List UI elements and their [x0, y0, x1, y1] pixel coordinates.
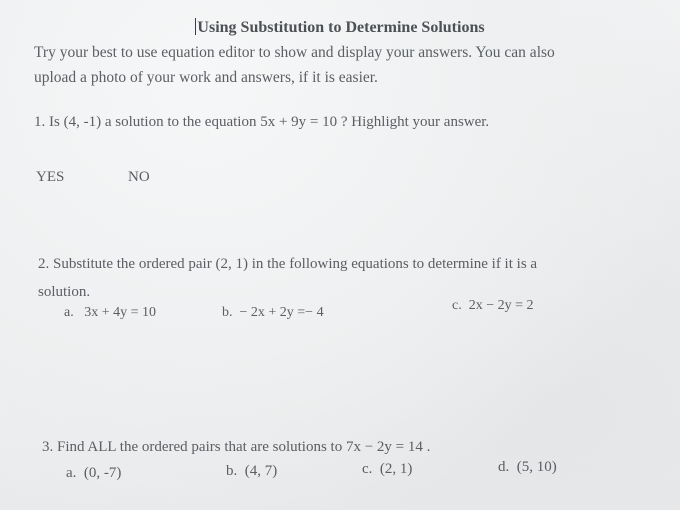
q3-option-b-label: b. [226, 463, 238, 479]
q2-option-a-equation: 3x + 4y = 10 [84, 305, 157, 320]
q2-option-c-equation: 2x − 2y = 2 [468, 298, 534, 313]
question-2-line-1: 2. Substitute the ordered pair (2, 1) in the following equations to determine if it is a [38, 256, 538, 272]
q3-option-a-pair: (0, -7) [83, 465, 122, 481]
q2-option-a [64, 305, 156, 321]
q2-option-a-label: a. [64, 305, 74, 320]
answer-yes[interactable]: YES [36, 169, 65, 185]
q3-option-d-pair: (5, 10) [516, 459, 557, 475]
q2-option-b-equation: − 2x + 2y =− 4 [239, 305, 324, 320]
answer-no[interactable]: NO [128, 169, 150, 185]
q3-option-a-label: a. [66, 465, 77, 481]
instructions [34, 40, 634, 90]
q3-option-b-pair: (4, 7) [244, 463, 278, 479]
document-title: Using Substitution to Determine Solutions [197, 19, 485, 36]
q2-option-b [222, 305, 324, 321]
instructions-line-1: Try your best to use equation editor to show and display your answers. You can also [34, 44, 555, 61]
q3-option-c-label: c. [362, 461, 373, 477]
q3-option-b [226, 463, 277, 480]
q3-option-c [362, 461, 412, 478]
q2-option-b-label: b. [222, 305, 233, 320]
q3-option-d [498, 459, 557, 476]
q3-option-d-label: d. [498, 459, 510, 475]
q3-option-c-pair: (2, 1) [379, 461, 413, 477]
document-title-row [0, 18, 680, 37]
question-1: 1. Is (4, -1) a solution to the equation 5x + 9y = 10 ? Highlight your answer. [34, 114, 490, 130]
q3-option-a [66, 465, 121, 482]
question-2-line-2: solution. [38, 284, 91, 300]
q2-option-c-label: c. [452, 298, 462, 313]
instructions-line-2: upload a photo of your work and answers, if it is easier. [34, 69, 378, 86]
question-3: 3. Find ALL the ordered pairs that are solutions to 7x − 2y = 14 . [42, 439, 431, 455]
q2-option-c [452, 298, 534, 314]
